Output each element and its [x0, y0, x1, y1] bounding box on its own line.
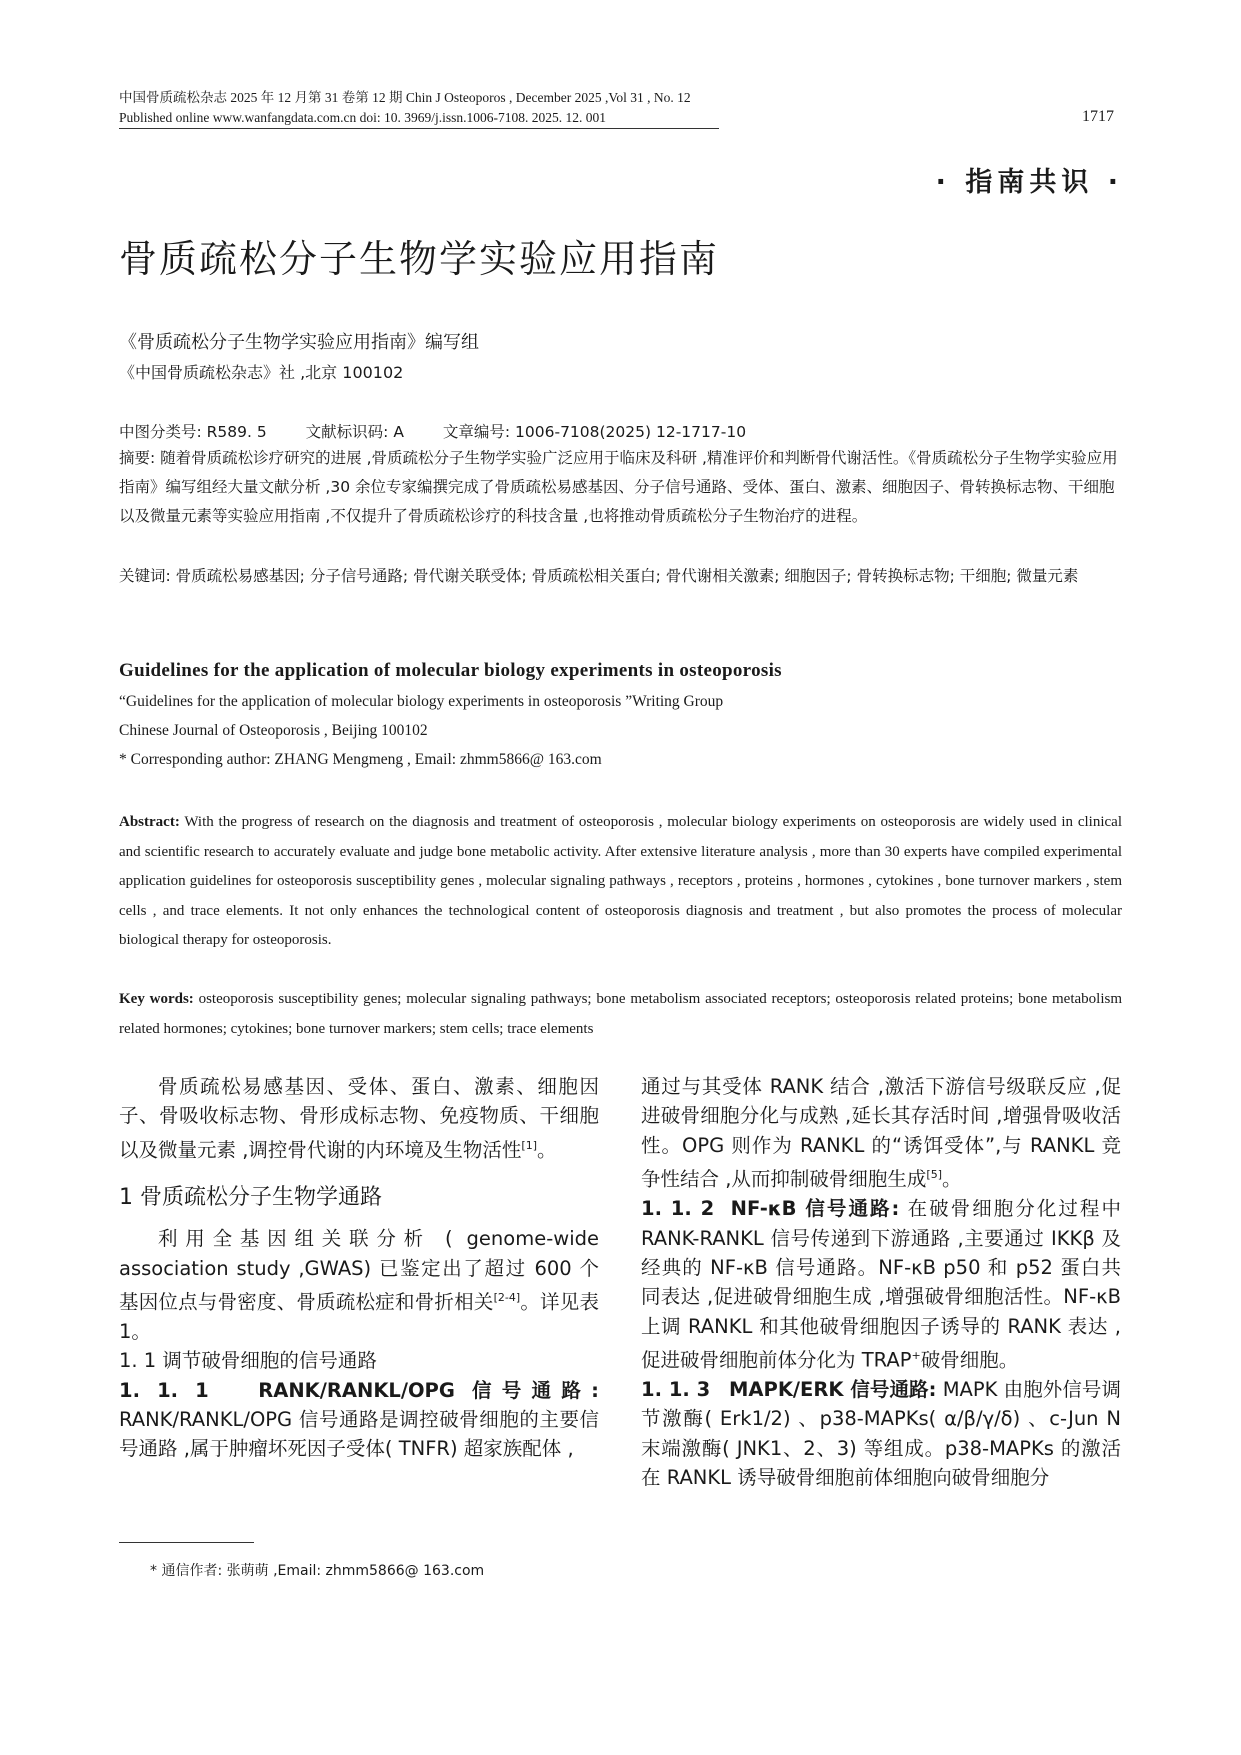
subsection-number: 1. 1. 3 [641, 1378, 711, 1402]
abstract-en-label: Abstract: [119, 814, 180, 830]
gwas-end: 。详见表 1。 [119, 1290, 599, 1343]
keywords-en-label: Key words: [119, 991, 194, 1007]
rank-text: 通过与其受体 RANK 结合 ,激活下游信号级联反应 ,促进破骨细胞分化与成熟 ,延长其存活时间 ,增强骨吸收活性。OPG 则作为 RANKL 的“诱饵受体”,与 RANKL 竞争性结合 ,从而抑制破骨细胞生成 [641, 1075, 1121, 1191]
citation: [1] [521, 1138, 537, 1152]
classification-row [119, 420, 780, 442]
author-en: “Guidelines for the application of molecular biology experiments in osteoporosis ”Writing Group [119, 693, 724, 710]
abstract-en [119, 808, 1122, 956]
subsection-text: 在破骨细胞分化过程中 RANK-RANKL 信号传递到下游通路 ,主要通过 IKKβ 及经典的 NF-κB 信号通路。NF-κB p50 和 p52 蛋白共同表达 ,促进破骨细胞生成 ,增强破骨细胞活性。NF-κB 上调 RANKL 和其他破骨细胞因子诱导的 RANK 表达 ,促进破骨细胞前体分化为 TRAP [641, 1197, 1121, 1372]
section-tag: · 指南共识 · [935, 167, 1123, 198]
subsection-1-1-3 [641, 1375, 1121, 1493]
body-column-left [119, 1072, 599, 1464]
page-number: 1717 [1082, 108, 1114, 125]
subsection-text-end: 破骨细胞。 [920, 1348, 1019, 1372]
affiliation-cn: 《中国骨质疏松杂志》社 ,北京 100102 [119, 363, 404, 382]
article-number: 文章编号: 1006-7108(2025) 12-1717-10 [442, 423, 747, 441]
keywords-cn-text: 骨质疏松易感基因; 分子信号通路; 骨代谢关联受体; 骨质疏松相关蛋白; 骨代谢相关激素; 细胞因子; 骨转换标志物; 干细胞; 微量元素 [175, 567, 1079, 585]
abstract-cn [119, 444, 1122, 531]
abstract-cn-label: 摘要: [119, 449, 156, 467]
footnote: * 通信作者: 张萌萌 ,Email: zhmm5866@ 163.com [150, 1563, 485, 1579]
corresponding-author-en: * Corresponding author: ZHANG Mengmeng , Email: zhmm5866@ 163.com [119, 751, 602, 768]
abstract-en-text: With the progress of research on the diagnosis and treatment of osteoporosis , molecular biology experiments on osteoporosis are widely used in clinical and scientific research to accurately evaluate and judge bone metabolic activity. After extensive literature analysis , more than 30 experts have compiled experimental application guidelines for osteoporosis susceptibility genes , molecular signaling pathways , receptors , proteins , hormones , cytokines , bone turnover markers , stem cells , and trace elements. It not only enhances the technological content of osteoporosis diagnosis and treatment , but also promotes the process of molecular biological therapy for osteoporosis. [119, 814, 1122, 948]
intro-paragraph [119, 1072, 599, 1165]
citation: [5] [926, 1168, 942, 1182]
section-heading-1: 1 骨质疏松分子生物学通路 [119, 1184, 382, 1210]
paper-title-en: Guidelines for the application of molecular biology experiments in osteoporosis [119, 660, 782, 681]
gwas-text: 利用全基因组关联分析 ( genome-wide association study ,GWAS) 已鉴定出了超过 600 个基因位点与骨密度、骨质疏松症和骨折相关 [119, 1227, 599, 1314]
rank-end: 。 [942, 1167, 962, 1191]
superscript: + [911, 1349, 921, 1363]
subsection-title: NF-κB 信号通路: [730, 1197, 900, 1221]
subsection-title: RANK/RANKL/OPG 信号通路: [258, 1378, 599, 1402]
citation: [2-4] [493, 1290, 521, 1304]
subsection-title: MAPK/ERK 信号通路: [729, 1378, 937, 1402]
clc-number: 中图分类号: R589. 5 [119, 423, 267, 441]
subsection-number: 1. 1. 2 [641, 1197, 715, 1221]
section-heading-1-1: 1. 1 调节破骨细胞的信号通路 [119, 1349, 377, 1373]
keywords-cn [119, 562, 1122, 591]
header-rule [119, 128, 719, 129]
gwas-paragraph [119, 1224, 599, 1346]
affiliation-en: Chinese Journal of Osteoporosis , Beijing 100102 [119, 722, 428, 739]
subsection-text: MAPK 由胞外信号调节激酶( Erk1/2) 、p38-MAPKs( α/β/γ/δ) 、c-Jun N 末端激酶( JNK1、2、3) 等组成。p38-MAPKs 的激活在 RANKL 诱导破骨细胞前体细胞向破骨细胞分 [641, 1378, 1121, 1490]
document-code: 文献标识码: A [305, 423, 404, 441]
subsection-text: RANK/RANKL/OPG 信号通路是调控破骨细胞的主要信号通路 ,属于肿瘤坏死因子受体( TNFR) 超家族配体 , [119, 1408, 599, 1461]
intro-text: 骨质疏松易感基因、受体、蛋白、激素、细胞因子、骨吸收标志物、骨形成标志物、免疫物质、干细胞以及微量元素 ,调控骨代谢的内环境及生物活性 [119, 1075, 599, 1162]
keywords-en [119, 985, 1122, 1044]
rank-paragraph [641, 1072, 1121, 1194]
author-cn: 《骨质疏松分子生物学实验应用指南》编写组 [119, 332, 479, 353]
journal-header-line: 中国骨质疏松杂志 2025 年 12 月第 31 卷第 12 期 Chin J Osteoporos , December 2025 ,Vol 31 , No. 12 [119, 90, 691, 105]
body-column-right [641, 1072, 1121, 1493]
journal-doi-line: Published online www.wanfangdata.com.cn doi: 10. 3969/j.issn.1006-7108. 2025. 12. 001 [119, 110, 606, 125]
paper-title: 骨质疏松分子生物学实验应用指南 [119, 237, 720, 281]
footnote-rule [119, 1542, 254, 1543]
keywords-cn-label: 关键词: [119, 567, 171, 585]
abstract-cn-text: 随着骨质疏松诊疗研究的进展 ,骨质疏松分子生物学实验广泛应用于临床及科研 ,精准评价和判断骨代谢活性。《骨质疏松分子生物学实验应用指南》编写组经大量文献分析 ,30 余位专家编撰完成了骨质疏松易感基因、分子信号通路、受体、蛋白、激素、细胞因子、骨转换标志物、干细胞以及微量元素等实验应用指南 ,不仅提升了骨质疏松诊疗的科技含量 ,也将推动骨质疏松分子生物治疗的进程。 [119, 449, 1118, 525]
subsection-1-1-1 [119, 1376, 599, 1464]
subsection-number: 1. 1. 1 [119, 1378, 209, 1402]
subsection-1-1-2 [641, 1194, 1121, 1375]
keywords-en-text: osteoporosis susceptibility genes; molecular signaling pathways; bone metabolism associated receptors; osteoporosis related proteins; bone metabolism related hormones; cytokines; bone turnover markers; stem cells; trace elements [119, 991, 1123, 1037]
intro-end: 。 [537, 1138, 557, 1162]
